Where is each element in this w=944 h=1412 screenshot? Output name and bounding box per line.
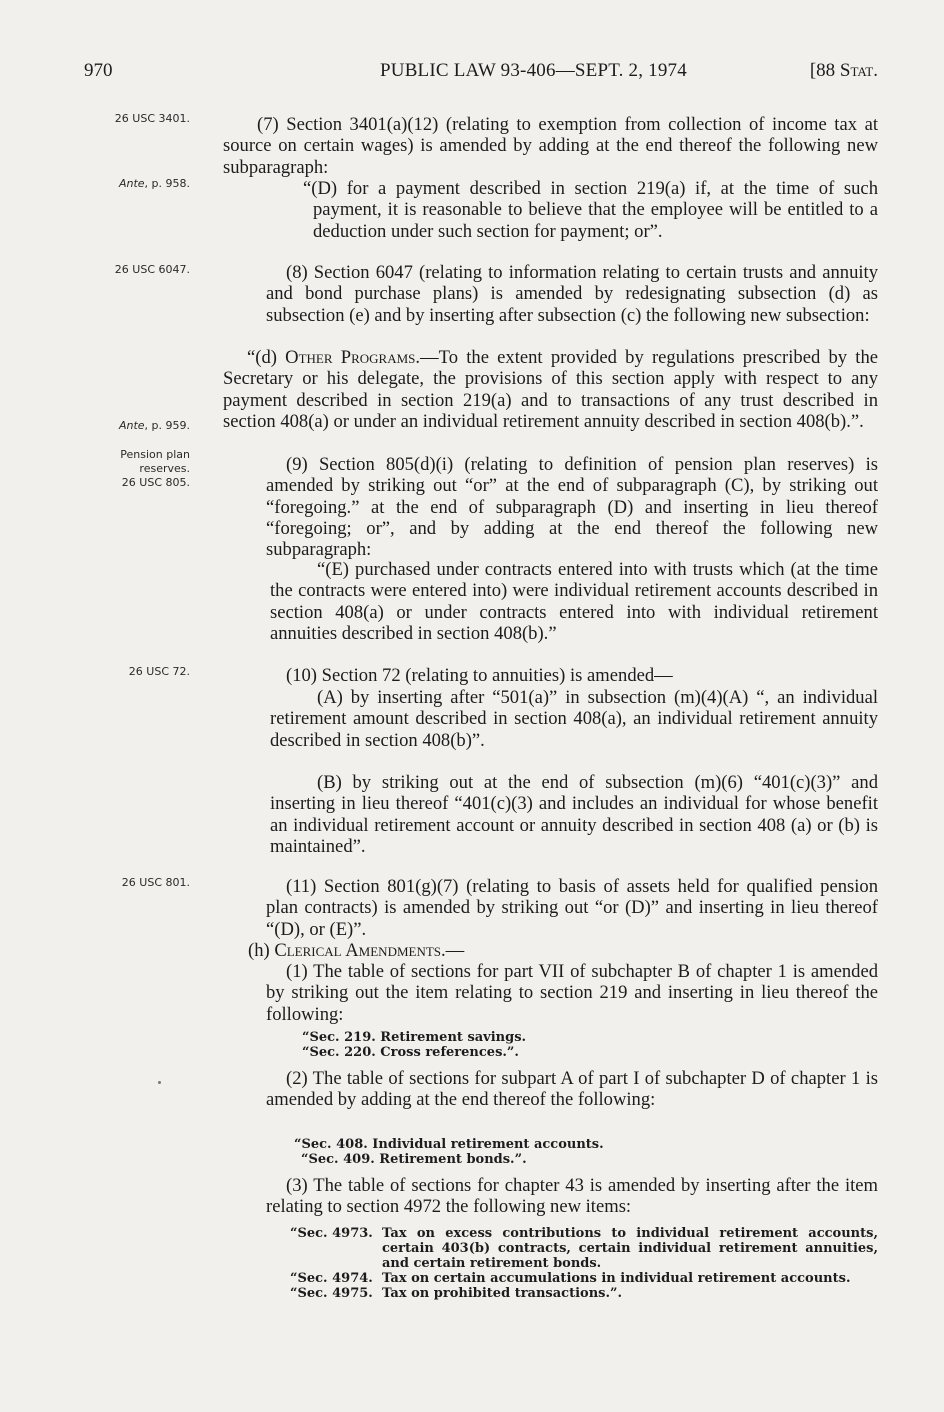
clerical-amendment-1: (1) The table of sections for part VII of subchapter B of chapter 1 is amended by striking out the item relating to section 219 and inserting in lieu thereof the following: (266, 961, 878, 1025)
margin-note: 26 USC 3401. (114, 112, 190, 125)
subparagraph-10a: (A) by inserting after “501(a)” in subsection (m)(4)(A) “, an individual retirement amount described in section 408(a), an individual retirement annuity described in section 408(b)”. (270, 687, 878, 751)
subsection-h-heading: (h) Clerical Amendments.— (248, 940, 465, 961)
header-title: PUBLIC LAW 93-406—SEPT. 2, 1974 (380, 60, 687, 81)
table-row: “Sec. 4975. Tax on prohibited transactions.”. (290, 1286, 622, 1301)
subparagraph-10b: (B) by striking out at the end of subsection (m)(6) “401(c)(3)” and inserting in lieu thereof “401(c)(3) and includes an individual for whose benefit an individual retirement account or annuity described in section 408 (a) or (b) is maintained”. (270, 772, 878, 857)
margin-note: 26 USC 6047. (114, 263, 190, 276)
paragraph-11: (11) Section 801(g)(7) (relating to basis of assets held for qualified pension plan contracts) is amended by striking out “or (D)” and inserting in lieu thereof “(D), or (E)”. (266, 876, 878, 940)
paragraph-8: (8) Section 6047 (relating to information relating to certain trusts and annuity and bond purchase plans) is amended by redesignating subsection (d) as subsection (e) and by inserting after subsection (c) the following new subsection: (266, 262, 878, 326)
table-row: “Sec. 219. Retirement savings. (302, 1030, 527, 1045)
page-header (84, 60, 884, 90)
margin-note: Ante, p. 959. (118, 419, 190, 432)
page-number: 970 (84, 60, 113, 81)
statute-reference: [88 Stat. (809, 60, 878, 81)
clerical-amendment-2: (2) The table of sections for subpart A of part I of subchapter D of chapter 1 is amended by adding at the end thereof the following: (266, 1068, 878, 1111)
table-of-sections-1 (302, 1030, 526, 1060)
table-row: “Sec. 4973. Tax on excess contributions to individual retirement accounts, certain 403(b) contracts, certain individual retirement annuities, and certain retirement bonds. (290, 1226, 878, 1271)
margin-note: Pension plan reserves. 26 USC 805. (120, 448, 190, 489)
margin-note: 26 USC 801. (121, 876, 190, 889)
subparagraph-9e: “(E) purchased under contracts entered into with trusts which (at the time the contracts were entered into) were individual retirement accounts described in section 408(a) or under contracts entered into with individual retirement annuities described in section 408(b).” (270, 559, 878, 644)
subparagraph-7d: “(D) for a payment described in section 219(a) if, at the time of such payment, it is reasonable to believe that the employee will be entitled to a deduction under such section for payment; or”. (303, 178, 878, 242)
margin-note: 26 USC 72. (128, 665, 190, 678)
table-row: “Sec. 408. Individual retirement accounts. (294, 1137, 604, 1152)
paragraph-9: (9) Section 805(d)(i) (relating to definition of pension plan reserves) is amended by striking out “or” at the end of subparagraph (C), by striking out “foregoing.” at the end of subparagraph (D) and inserting in lieu thereof “foregoing; or”, and by adding at the end thereof the following new subparagraph: (266, 454, 878, 561)
table-row: “Sec. 220. Cross references.”. (302, 1045, 519, 1060)
subsection-8d: “(d) Other Programs.—To the extent provided by regulations prescribed by the Secretary or his delegate, the provisions of this section apply with respect to any payment described in section 219(a) and to transactions of any trust described in section 408(a) or under an individual retirement annuity described in section 408(b).”. (223, 347, 879, 432)
table-row: “Sec. 4974. Tax on certain accumulations in individual retirement accounts. (290, 1271, 851, 1286)
table-of-sections-3 (290, 1226, 878, 1301)
table-of-sections-2 (294, 1137, 604, 1167)
margin-note: Ante, p. 958. (118, 177, 190, 190)
table-row: “Sec. 409. Retirement bonds.”. (301, 1152, 527, 1167)
stray-mark (158, 1081, 161, 1084)
paragraph-7: (7) Section 3401(a)(12) (relating to exemption from collection of income tax at source on certain wages) is amended by adding at the end thereof the following new subparagraph: (223, 114, 878, 178)
clerical-amendment-3: (3) The table of sections for chapter 43 is amended by inserting after the item relating to section 4972 the following new items: (266, 1175, 878, 1218)
paragraph-10: (10) Section 72 (relating to annuities) is amended— (286, 665, 673, 686)
